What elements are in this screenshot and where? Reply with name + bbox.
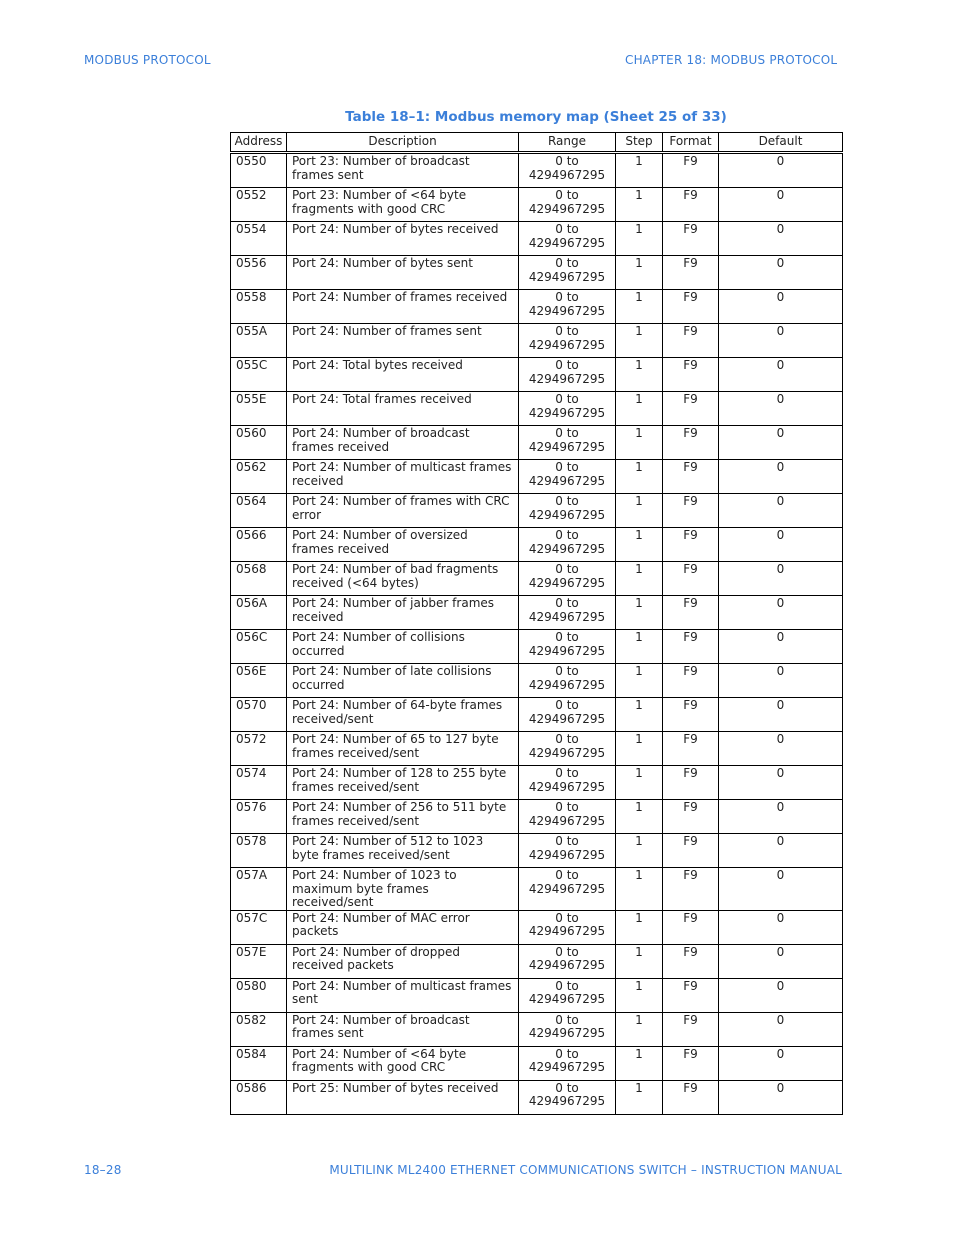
column-header-default: Default — [719, 133, 843, 153]
cell-address: 0552 — [231, 188, 287, 222]
cell-default: 0 — [719, 426, 843, 460]
modbus-memory-map-table — [230, 132, 843, 1115]
cell-address: 0572 — [231, 732, 287, 766]
cell-format: F9 — [663, 324, 719, 358]
table-row — [231, 664, 843, 698]
cell-description: Port 24: Number of multicast frames sent — [287, 978, 519, 1012]
cell-format: F9 — [663, 630, 719, 664]
cell-address: 056A — [231, 596, 287, 630]
cell-description: Port 25: Number of bytes received — [287, 1080, 519, 1114]
cell-range: 0 to 4294967295 — [519, 766, 616, 800]
cell-default: 0 — [719, 910, 843, 944]
cell-step: 1 — [616, 1046, 663, 1080]
table-row — [231, 698, 843, 732]
running-header-chapter: CHAPTER 18: MODBUS PROTOCOL — [625, 53, 838, 67]
cell-range: 0 to 4294967295 — [519, 256, 616, 290]
cell-range: 0 to 4294967295 — [519, 562, 616, 596]
cell-default: 0 — [719, 392, 843, 426]
cell-description: Port 24: Number of broadcast frames received — [287, 426, 519, 460]
cell-step: 1 — [616, 732, 663, 766]
cell-description: Port 24: Number of oversized frames received — [287, 528, 519, 562]
cell-range: 0 to 4294967295 — [519, 834, 616, 868]
cell-format: F9 — [663, 868, 719, 911]
cell-step: 1 — [616, 766, 663, 800]
cell-address: 0580 — [231, 978, 287, 1012]
cell-default: 0 — [719, 800, 843, 834]
cell-format: F9 — [663, 153, 719, 188]
cell-address: 057C — [231, 910, 287, 944]
cell-step: 1 — [616, 562, 663, 596]
cell-default: 0 — [719, 834, 843, 868]
table-row — [231, 944, 843, 978]
cell-step: 1 — [616, 868, 663, 911]
cell-default: 0 — [719, 460, 843, 494]
cell-range: 0 to 4294967295 — [519, 153, 616, 188]
cell-format: F9 — [663, 1012, 719, 1046]
cell-step: 1 — [616, 1080, 663, 1114]
cell-description: Port 24: Number of frames received — [287, 290, 519, 324]
table-row — [231, 834, 843, 868]
cell-step: 1 — [616, 290, 663, 324]
cell-range: 0 to 4294967295 — [519, 732, 616, 766]
cell-range: 0 to 4294967295 — [519, 494, 616, 528]
table-row — [231, 256, 843, 290]
cell-step: 1 — [616, 910, 663, 944]
cell-description: Port 24: Number of bytes sent — [287, 256, 519, 290]
cell-description: Port 24: Total frames received — [287, 392, 519, 426]
cell-format: F9 — [663, 978, 719, 1012]
cell-default: 0 — [719, 698, 843, 732]
cell-format: F9 — [663, 222, 719, 256]
cell-step: 1 — [616, 358, 663, 392]
table-row — [231, 222, 843, 256]
cell-step: 1 — [616, 392, 663, 426]
cell-description: Port 24: Number of frames sent — [287, 324, 519, 358]
cell-description: Port 24: Number of 65 to 127 byte frames received/sent — [287, 732, 519, 766]
cell-address: 0560 — [231, 426, 287, 460]
cell-address: 0586 — [231, 1080, 287, 1114]
cell-address: 0582 — [231, 1012, 287, 1046]
cell-address: 0574 — [231, 766, 287, 800]
cell-address: 057E — [231, 944, 287, 978]
column-header-range: Range — [519, 133, 616, 153]
column-header-description: Description — [287, 133, 519, 153]
cell-address: 0584 — [231, 1046, 287, 1080]
cell-default: 0 — [719, 732, 843, 766]
cell-step: 1 — [616, 324, 663, 358]
table-row — [231, 1012, 843, 1046]
cell-range: 0 to 4294967295 — [519, 630, 616, 664]
cell-step: 1 — [616, 596, 663, 630]
cell-address: 056C — [231, 630, 287, 664]
cell-format: F9 — [663, 392, 719, 426]
table-row — [231, 978, 843, 1012]
cell-default: 0 — [719, 1046, 843, 1080]
cell-default: 0 — [719, 1012, 843, 1046]
cell-description: Port 24: Number of bytes received — [287, 222, 519, 256]
cell-default: 0 — [719, 358, 843, 392]
cell-step: 1 — [616, 1012, 663, 1046]
cell-step: 1 — [616, 978, 663, 1012]
cell-default: 0 — [719, 630, 843, 664]
cell-default: 0 — [719, 766, 843, 800]
cell-description: Port 23: Number of <64 byte fragments with good CRC — [287, 188, 519, 222]
cell-format: F9 — [663, 732, 719, 766]
cell-format: F9 — [663, 1046, 719, 1080]
cell-step: 1 — [616, 494, 663, 528]
cell-range: 0 to 4294967295 — [519, 392, 616, 426]
cell-range: 0 to 4294967295 — [519, 324, 616, 358]
table-row — [231, 153, 843, 188]
cell-range: 0 to 4294967295 — [519, 596, 616, 630]
cell-description: Port 24: Number of late collisions occurred — [287, 664, 519, 698]
column-header-step: Step — [616, 133, 663, 153]
cell-default: 0 — [719, 324, 843, 358]
table-row — [231, 528, 843, 562]
table-row — [231, 494, 843, 528]
cell-range: 0 to 4294967295 — [519, 910, 616, 944]
cell-default: 0 — [719, 664, 843, 698]
table-row — [231, 1046, 843, 1080]
cell-range: 0 to 4294967295 — [519, 188, 616, 222]
cell-format: F9 — [663, 834, 719, 868]
table-row — [231, 596, 843, 630]
cell-description: Port 24: Number of MAC error packets — [287, 910, 519, 944]
cell-description: Port 24: Number of frames with CRC error — [287, 494, 519, 528]
column-header-address: Address — [231, 133, 287, 153]
cell-step: 1 — [616, 944, 663, 978]
cell-range: 0 to 4294967295 — [519, 222, 616, 256]
cell-format: F9 — [663, 766, 719, 800]
cell-description: Port 24: Number of <64 byte fragments with good CRC — [287, 1046, 519, 1080]
table-row — [231, 188, 843, 222]
cell-range: 0 to 4294967295 — [519, 800, 616, 834]
cell-format: F9 — [663, 358, 719, 392]
cell-description: Port 24: Number of broadcast frames sent — [287, 1012, 519, 1046]
manual-title: MULTILINK ML2400 ETHERNET COMMUNICATIONS SWITCH – INSTRUCTION MANUAL — [329, 1163, 842, 1177]
cell-range: 0 to 4294967295 — [519, 698, 616, 732]
cell-default: 0 — [719, 868, 843, 911]
table-row — [231, 1080, 843, 1114]
cell-address: 057A — [231, 868, 287, 911]
cell-step: 1 — [616, 528, 663, 562]
cell-step: 1 — [616, 222, 663, 256]
table-caption: Table 18–1: Modbus memory map (Sheet 25 of 33) — [345, 109, 727, 125]
cell-description: Port 24: Number of bad fragments received (<64 bytes) — [287, 562, 519, 596]
cell-format: F9 — [663, 698, 719, 732]
cell-address: 0568 — [231, 562, 287, 596]
cell-address: 056E — [231, 664, 287, 698]
cell-address: 0566 — [231, 528, 287, 562]
cell-address: 0578 — [231, 834, 287, 868]
cell-description: Port 24: Number of 1023 to maximum byte frames received/sent — [287, 868, 519, 911]
cell-format: F9 — [663, 188, 719, 222]
cell-format: F9 — [663, 460, 719, 494]
cell-format: F9 — [663, 528, 719, 562]
cell-default: 0 — [719, 256, 843, 290]
cell-description: Port 23: Number of broadcast frames sent — [287, 153, 519, 188]
cell-format: F9 — [663, 256, 719, 290]
cell-range: 0 to 4294967295 — [519, 528, 616, 562]
cell-format: F9 — [663, 664, 719, 698]
cell-step: 1 — [616, 698, 663, 732]
cell-format: F9 — [663, 562, 719, 596]
cell-format: F9 — [663, 944, 719, 978]
cell-default: 0 — [719, 562, 843, 596]
cell-step: 1 — [616, 426, 663, 460]
cell-step: 1 — [616, 188, 663, 222]
cell-format: F9 — [663, 290, 719, 324]
cell-default: 0 — [719, 596, 843, 630]
table-row — [231, 910, 843, 944]
table-row — [231, 766, 843, 800]
cell-range: 0 to 4294967295 — [519, 1012, 616, 1046]
cell-description: Port 24: Number of jabber frames received — [287, 596, 519, 630]
cell-address: 0564 — [231, 494, 287, 528]
cell-range: 0 to 4294967295 — [519, 1046, 616, 1080]
cell-range: 0 to 4294967295 — [519, 944, 616, 978]
cell-range: 0 to 4294967295 — [519, 868, 616, 911]
cell-step: 1 — [616, 630, 663, 664]
cell-address: 0550 — [231, 153, 287, 188]
table-row — [231, 290, 843, 324]
cell-address: 0562 — [231, 460, 287, 494]
cell-format: F9 — [663, 800, 719, 834]
cell-description: Port 24: Number of 128 to 255 byte frames received/sent — [287, 766, 519, 800]
cell-address: 055E — [231, 392, 287, 426]
table-row — [231, 630, 843, 664]
cell-default: 0 — [719, 528, 843, 562]
cell-range: 0 to 4294967295 — [519, 664, 616, 698]
column-header-format: Format — [663, 133, 719, 153]
cell-range: 0 to 4294967295 — [519, 460, 616, 494]
table-row — [231, 800, 843, 834]
cell-format: F9 — [663, 426, 719, 460]
cell-step: 1 — [616, 153, 663, 188]
cell-address: 0558 — [231, 290, 287, 324]
cell-address: 055C — [231, 358, 287, 392]
table-row — [231, 392, 843, 426]
cell-default: 0 — [719, 188, 843, 222]
cell-range: 0 to 4294967295 — [519, 358, 616, 392]
cell-address: 055A — [231, 324, 287, 358]
cell-address: 0554 — [231, 222, 287, 256]
table-row — [231, 426, 843, 460]
cell-default: 0 — [719, 153, 843, 188]
cell-description: Port 24: Number of dropped received packets — [287, 944, 519, 978]
cell-range: 0 to 4294967295 — [519, 978, 616, 1012]
cell-address: 0570 — [231, 698, 287, 732]
cell-description: Port 24: Number of 256 to 511 byte frames received/sent — [287, 800, 519, 834]
cell-default: 0 — [719, 290, 843, 324]
cell-default: 0 — [719, 222, 843, 256]
cell-default: 0 — [719, 494, 843, 528]
table-row — [231, 562, 843, 596]
cell-description: Port 24: Total bytes received — [287, 358, 519, 392]
cell-default: 0 — [719, 1080, 843, 1114]
cell-step: 1 — [616, 664, 663, 698]
cell-step: 1 — [616, 256, 663, 290]
cell-description: Port 24: Number of collisions occurred — [287, 630, 519, 664]
cell-default: 0 — [719, 978, 843, 1012]
cell-address: 0556 — [231, 256, 287, 290]
table-row — [231, 358, 843, 392]
cell-description: Port 24: Number of 512 to 1023 byte frames received/sent — [287, 834, 519, 868]
cell-address: 0576 — [231, 800, 287, 834]
cell-description: Port 24: Number of multicast frames received — [287, 460, 519, 494]
table-row — [231, 732, 843, 766]
cell-step: 1 — [616, 460, 663, 494]
table-row — [231, 324, 843, 358]
cell-step: 1 — [616, 834, 663, 868]
running-header-section: MODBUS PROTOCOL — [84, 53, 211, 67]
table-header-row — [231, 133, 843, 153]
cell-range: 0 to 4294967295 — [519, 290, 616, 324]
cell-format: F9 — [663, 910, 719, 944]
cell-format: F9 — [663, 494, 719, 528]
cell-format: F9 — [663, 1080, 719, 1114]
table-row — [231, 868, 843, 911]
cell-step: 1 — [616, 800, 663, 834]
cell-description: Port 24: Number of 64-byte frames received/sent — [287, 698, 519, 732]
cell-default: 0 — [719, 944, 843, 978]
cell-range: 0 to 4294967295 — [519, 426, 616, 460]
cell-format: F9 — [663, 596, 719, 630]
cell-range: 0 to 4294967295 — [519, 1080, 616, 1114]
page-number: 18–28 — [84, 1163, 122, 1177]
table-row — [231, 460, 843, 494]
